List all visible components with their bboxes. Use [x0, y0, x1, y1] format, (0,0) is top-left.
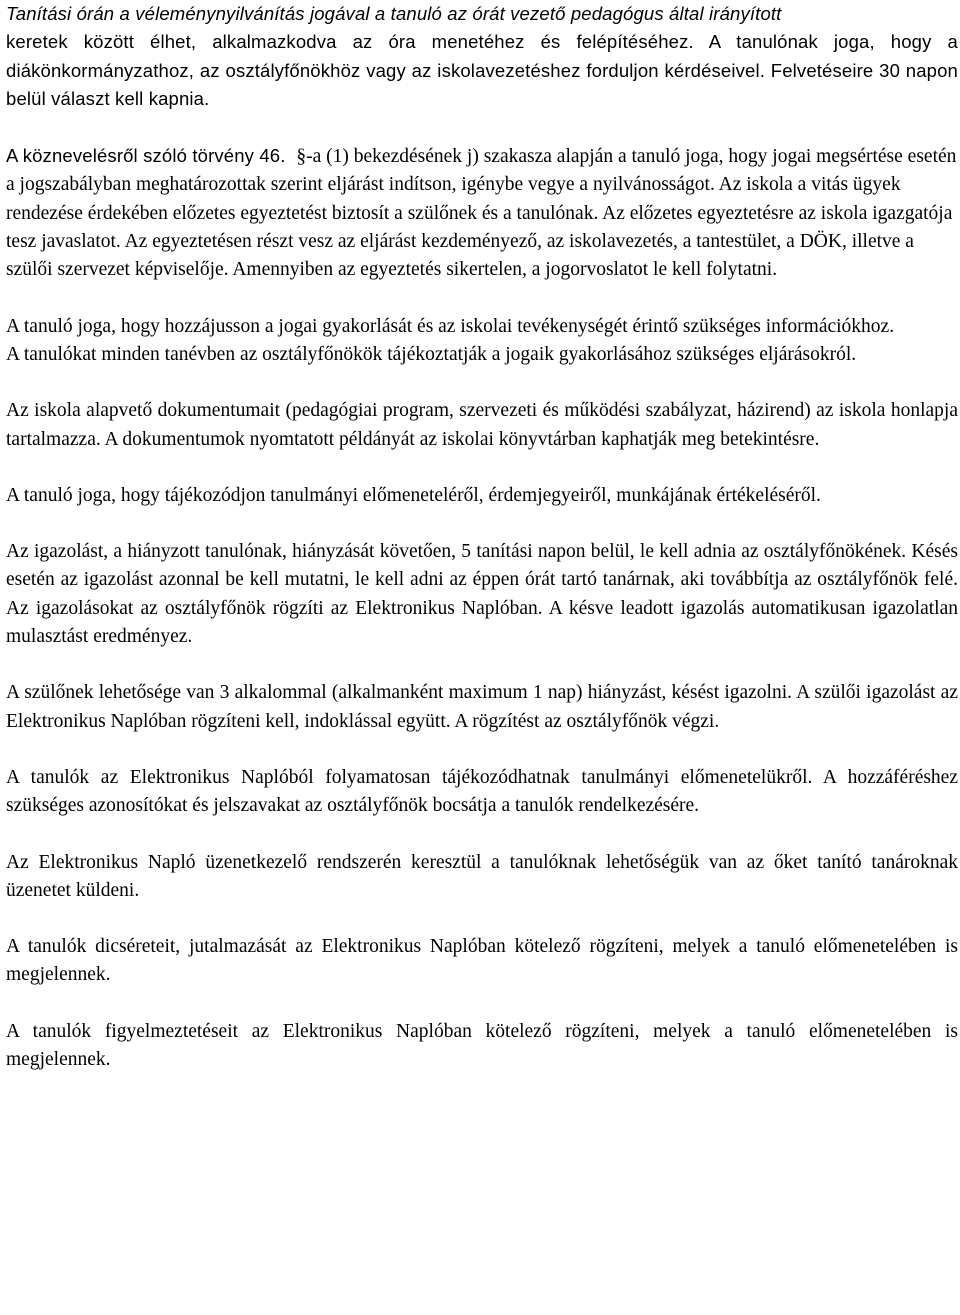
paragraph-information-access: A tanuló joga, hogy hozzájusson a jogai gyakorlását és az iskolai tevékenységét érintő szükséges információkhoz.: [6, 315, 895, 337]
paragraph-parent-certificate: A szülőnek lehetősége van 3 alkalommal (alkalmanként maximum 1 nap) hiányzást, késést igazolni. A szülői igazolást az Elektronikus Naplóban rögzíteni kell, indoklással együtt. A rögzítést az osztályfőnök végzi.: [6, 682, 958, 732]
paragraph-praise-records: A tanulók dicséreteit, jutalmazását az Elektronikus Naplóban kötelező rögzíteni, melyek a tanuló előmenetelében is megjelennek.: [6, 936, 958, 986]
paragraph-student-rights-questions: keretek között élhet, alkalmazkodva az óra menetéhez és felépítéséhez. A tanulónak joga, hogy a diákönkormányzathoz, az osztályfőnökhöz vagy az iskolavezetéshez forduljon kérdéseivel. Felvetéseire 30 napon belül választ kell kapnia.: [6, 31, 958, 109]
paragraph-warning-records: A tanulók figyelmeztetéseit az Elektronikus Naplóban kötelező rögzíteni, melyek a tanuló előmenetelében is megjelennek.: [6, 1020, 958, 1071]
document-page: [6, 0, 958, 1074]
paragraph-absence-certificate: Az igazolást, a hiányzott tanulónak, hiányzását követően, 5 tanítási napon belül, le kell adnia az osztályfőnökének. Késés esetén az igazolást azonnal be kell mutatni, le kell adni az éppen órát tartó tanárnak, aki továbbítja az osztályfőnök felé. Az igazolásokat az osztályfőnök rögzíti az Elektronikus Naplóban. A késve leadott igazolás automatikusan igazolatlan mulasztást eredményez.: [6, 541, 958, 648]
paragraph-electronic-diary-access: A tanulók az Elektronikus Naplóból folyamatosan tájékozódhatnak tanulmányi előmenetelükről. A hozzáféréshez szükséges azonosítókat és jelszavakat az osztályfőnök bocsátja a tanulók rendelkezésére.: [6, 766, 958, 817]
paragraph-school-documents: Az iskola alapvető dokumentumait (pedagógiai program, szervezeti és működési szabályzat, házirend) az iskola honlapja tartalmazza. A dokumentumok nyomtatott példányát az iskolai könyvtárban kaphatják meg betekintésre.: [6, 400, 958, 450]
paragraph-electronic-diary-messages: Az Elektronikus Napló üzenetkezelő rendszerén keresztül a tanulóknak lehetőségük van az őket tanító tanároknak üzenetet küldeni.: [6, 851, 958, 901]
paragraph-procedures-info: A tanulókat minden tanévben az osztályfőnökök tájékoztatják a jogaik gyakorlásához szükséges eljárásokról.: [6, 343, 857, 365]
paragraph-progress-info: A tanuló joga, hogy tájékozódjon tanulmányi előmeneteléről, érdemjegyeiről, munkájának értékeléséről.: [6, 484, 821, 506]
paragraph-law-reference: A köznevelésről szóló törvény 46.: [6, 145, 286, 167]
paragraph-opinion-rights-line1: Tanítási órán a véleménynyilvánítás jogával a tanuló az órát vezető pedagógus által irányított: [6, 3, 782, 24]
paragraph-legal-remedy: §-a (1) bekezdésének j) szakasza alapján a tanuló joga, hogy jogai megsértése esetén a jogszabályban meghatározottak szerint eljárást indítson, igénybe vegye a nyilvánosságot. Az iskola a vitás ügyek rendezése érdekében előzetes egyeztetést biztosít a szülőnek és a tanulónak. Az előzetes egyeztetésre az iskola igazgatója tesz javaslatot. Az egyeztetésen részt vesz az eljárást kezdeményező, az iskolavezetés, a tantestület, a DÖK, illetve a szülői szervezet képviselője. Amennyiben az egyeztetés sikertelen, a jogorvoslatot le kell folytatni.: [6, 146, 957, 281]
